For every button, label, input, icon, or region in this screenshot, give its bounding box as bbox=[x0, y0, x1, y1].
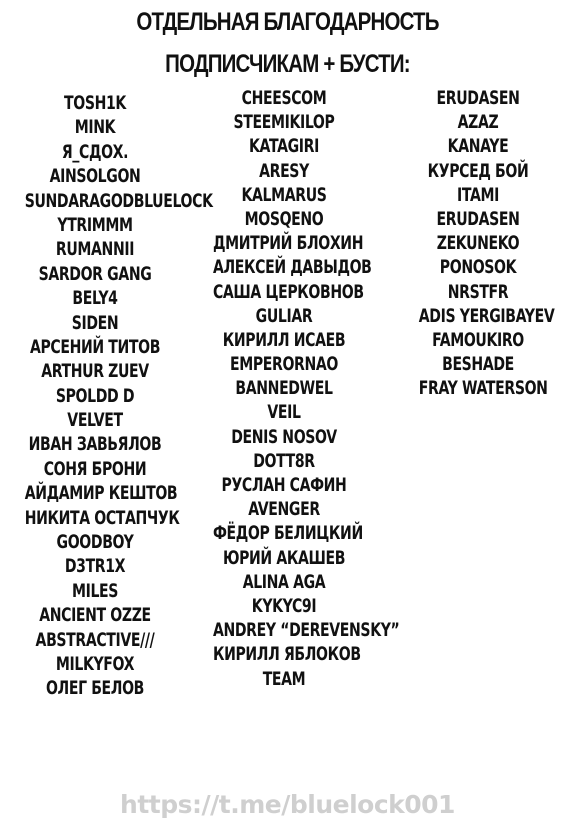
supporter-name: ERUDASEN bbox=[436, 207, 520, 230]
supporter-name: SUNDARAGODBLUELOCK bbox=[24, 189, 213, 212]
supporter-name: MOSQENO bbox=[244, 207, 324, 230]
supporter-name: ITAMI bbox=[457, 183, 499, 206]
supporter-name: KANAYE bbox=[447, 135, 509, 158]
supporter-name: MILES bbox=[71, 579, 119, 602]
supporter-name: FRAY WATERSON bbox=[418, 377, 548, 400]
supporter-name: ДМИТРИЙ БЛОХИН bbox=[212, 232, 364, 255]
supporter-name: TEAM bbox=[262, 667, 306, 690]
supporter-name: KALMARUS bbox=[241, 183, 327, 206]
supporter-name: BESHADE bbox=[442, 353, 514, 376]
supporter-name: КИРИЛЛ ЯБЛОКОВ bbox=[212, 643, 361, 666]
supporter-name: VEIL bbox=[267, 401, 301, 424]
supporter-name: НИКИТА ОСТАПЧУК bbox=[24, 506, 180, 529]
supporter-name: RUMANNII bbox=[55, 238, 135, 261]
supporter-name: GULIAR bbox=[255, 304, 313, 327]
supporter-name: FAMOUKIRO bbox=[432, 328, 524, 351]
names-column-1 bbox=[0, 91, 213, 701]
supporter-name: AVENGER bbox=[248, 498, 320, 521]
supporter-name: ФЁДОР БЕЛИЦКИЙ bbox=[212, 522, 363, 545]
supporter-name: BANNEDWEL bbox=[235, 377, 333, 400]
supporter-name: РУСЛАН САФИН bbox=[221, 474, 347, 496]
supporter-name: DOTT8R bbox=[253, 449, 315, 472]
supporter-name: АЛЕКСЕЙ ДАВЫДОВ bbox=[212, 256, 372, 279]
supporter-name: VELVET bbox=[67, 409, 123, 432]
watermark-url: https://t.me/bluelock001 bbox=[120, 790, 455, 819]
supporter-name: EMPERORNAO bbox=[229, 353, 339, 376]
supporter-name: KYKYC9I bbox=[251, 594, 317, 617]
supporter-name: ADIS YERGIBAYEV bbox=[418, 304, 555, 327]
supporter-name: ALINA AGA bbox=[242, 570, 326, 593]
supporter-name: SIDEN bbox=[71, 311, 119, 334]
supporter-name: TOSH1K bbox=[64, 92, 126, 114]
supporter-name: PONOSOK bbox=[439, 256, 517, 279]
supporter-name: ОЛЕГ БЕЛОВ bbox=[45, 677, 145, 700]
supporter-name: BELY4 bbox=[72, 287, 118, 310]
supporter-name: ARESY bbox=[259, 159, 309, 182]
supporter-name: Я_СДОХ. bbox=[61, 140, 129, 163]
supporter-name: ARTHUR ZUEV bbox=[41, 360, 149, 383]
names-column-2 bbox=[188, 86, 400, 691]
supporter-name: NRSTFR bbox=[447, 280, 509, 303]
supporter-name: КИРИЛЛ ИСАЕВ bbox=[222, 328, 346, 351]
supporter-name: СОНЯ БРОНИ bbox=[43, 457, 147, 480]
supporter-name: ABSTRACTIVE/// bbox=[35, 628, 155, 651]
supporter-name: GOODBOY bbox=[56, 531, 134, 554]
supporter-name: AINSOLGON bbox=[49, 165, 141, 188]
supporter-name: ANDREY “DEREVENSKY” bbox=[212, 619, 400, 642]
supporter-name: CHEESCOM bbox=[241, 87, 327, 109]
supporter-name: ZEKUNEKO bbox=[436, 232, 520, 255]
supporter-name: DENIS NOSOV bbox=[231, 425, 337, 448]
supporter-name: САША ЦЕРКОВНОВ bbox=[212, 280, 364, 303]
supporter-name: MINK bbox=[74, 116, 116, 139]
supporter-name: SPOLDD D bbox=[55, 384, 135, 407]
supporter-name: YTRIMMM bbox=[57, 213, 133, 236]
supporter-name: D3TR1X bbox=[64, 555, 126, 578]
supporter-name: AZAZ bbox=[457, 111, 499, 134]
supporter-name: SARDOR GANG bbox=[38, 262, 152, 285]
supporter-name: ANCIENT OZZE bbox=[39, 604, 151, 627]
supporter-name: STEEMIKILOP bbox=[233, 111, 335, 134]
page-subtitle: ПОДПИСЧИКАМ + БУСТИ: bbox=[165, 50, 410, 78]
supporter-name: ИВАН ЗАВЬЯЛОВ bbox=[28, 433, 162, 456]
supporter-name: MILKYFOX bbox=[55, 652, 135, 675]
supporter-name: ЮРИЙ АКАШЕВ bbox=[222, 546, 346, 569]
supporter-name: KATAGIRI bbox=[249, 135, 319, 158]
names-column-3 bbox=[398, 86, 558, 400]
page-title: ОТДЕЛЬНАЯ БЛАГОДАРНОСТЬ bbox=[136, 8, 439, 36]
supporter-name: КУРСЕД БОЙ bbox=[427, 159, 529, 182]
supporter-name: АЙДАМИР КЕШТОВ bbox=[24, 482, 178, 505]
supporter-name: АРСЕНИЙ ТИТОВ bbox=[29, 335, 161, 358]
supporter-name: ERUDASEN bbox=[436, 87, 520, 109]
